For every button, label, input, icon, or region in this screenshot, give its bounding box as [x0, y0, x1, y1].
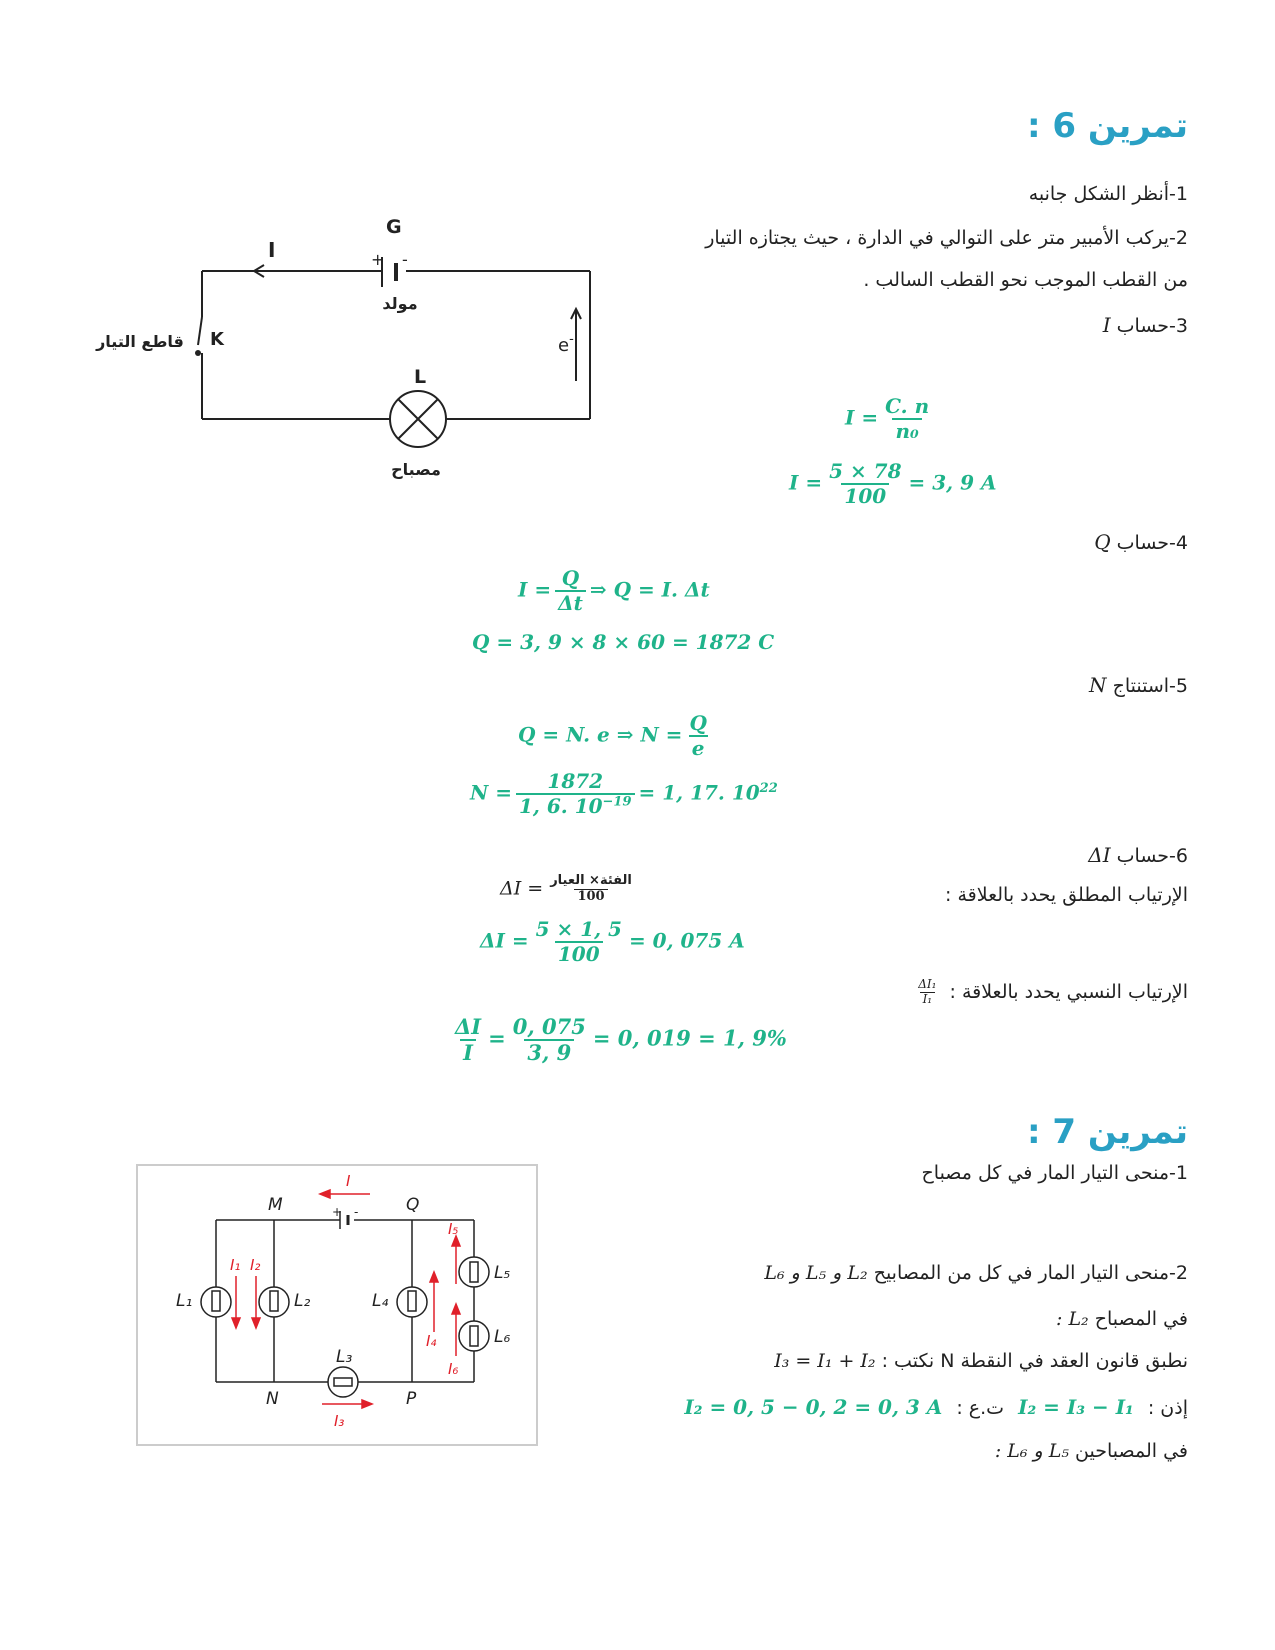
ex6-line-7-text: 6-حساب — [1116, 845, 1188, 867]
ex7-line-5-result: I₂ = 0, 5 − 0, 2 = 0, 3 A — [684, 1395, 943, 1419]
circuit1-plus-sign: + — [371, 250, 385, 269]
ex7-line-5-numeric-label: ت.ع : — [956, 1397, 1005, 1419]
circuit1-lamp-label: L — [414, 366, 427, 388]
ex6-line-6 — [1089, 673, 1188, 697]
ex6-line-6-var: N — [1089, 673, 1107, 697]
formula-electron-count-value: N = $\frac{1872}{1, 6. 10^{-19}}$ = 1, 17. $10^{22}$ — [470, 769, 778, 818]
circuit1-current-label: I — [268, 238, 276, 262]
circuit-diagram-2 — [136, 1164, 538, 1446]
lamp-L4-label: L₄ — [372, 1291, 389, 1311]
ex7-line-4-formula: I₃ = I₁ + I₂ — [774, 1350, 876, 1372]
ex6-line-2: 2-يركب الأمبير متر على التوالي في الدارة ، حيث يجتازه التيار — [705, 227, 1188, 249]
node-Q-label: Q — [406, 1195, 420, 1215]
current-I5-label: I₅ — [448, 1220, 459, 1238]
ex7-line-4 — [774, 1350, 1188, 1372]
ex6-line-4-text: 3-حساب — [1116, 315, 1188, 337]
current-I4-label: I₄ — [426, 1332, 437, 1350]
ex6-line-7 — [1088, 843, 1188, 867]
ex7-line-3-text: في المصباح — [1094, 1308, 1188, 1330]
ex7-line-2 — [764, 1262, 1188, 1284]
ex6-line-6-text: 5-استنتاج — [1112, 675, 1188, 697]
ex7-line-5-text: إذن : — [1147, 1397, 1188, 1419]
circuit1-switch-name: قاطع التيار — [96, 332, 184, 351]
circuit1-generator-label: G — [386, 216, 402, 238]
formula-absolute-uncertainty-def: ΔI = $\frac{\text{الفئة× العيار}}{100}$ — [500, 873, 632, 904]
ex6-line-7-var: ΔI — [1088, 843, 1111, 867]
formula-absolute-uncertainty-value: ΔI = $\frac{5 \times 1, 5}{100}$ = 0, 075 A — [480, 917, 745, 966]
ex6-line-1: 1-أنظر الشكل جانبه — [1028, 183, 1188, 205]
svg-text:-: - — [354, 1205, 359, 1219]
ex7-line-2-vars: L₂ و L₅ و L₆ — [764, 1262, 868, 1284]
formula-relative-uncertainty: $\frac{\Delta I}{I}$ = $\frac{0, 075}{3, 9}$ = 0, 019 = 1, 9% — [455, 1014, 787, 1066]
circuit1-minus-sign: - — [402, 250, 408, 269]
exercise-7-title: تمرين 7 : — [1026, 1112, 1188, 1152]
node-M-label: M — [268, 1195, 283, 1215]
ex6-line-5-text: 4-حساب — [1116, 532, 1188, 554]
circuit-diagram-1 — [80, 205, 620, 495]
ex6-line-8: الإرتياب المطلق يحدد بالعلاقة : — [945, 884, 1188, 906]
exercise-6-title: تمرين 6 : — [1026, 106, 1188, 146]
formula-current-def: I = $\frac{C. n}{\text{n₀}}$ — [845, 394, 930, 443]
lamp-L3-label: L₃ — [336, 1347, 353, 1367]
lamp-L5-label: L₅ — [494, 1263, 511, 1283]
current-I2-label: I₂ — [250, 1256, 261, 1274]
formula-current-value: I = $\frac{5 \times 78}{100}$ = 3, 9 A — [789, 459, 997, 508]
node-N-label: N — [266, 1389, 279, 1409]
ex7-line-6-text: في المصباحين — [1075, 1440, 1188, 1462]
ex7-line-2-text: 2-منحى التيار المار في كل من المصابيح — [873, 1262, 1188, 1284]
ex7-line-6-vars: L₅ و L₆ : — [994, 1440, 1069, 1462]
ex7-line-3 — [1056, 1308, 1188, 1330]
formula-charge-def: I = $\frac{Q}{\Delta t}$ ⇒ Q = I. Δt — [518, 566, 710, 615]
ex7-line-5 — [684, 1395, 1188, 1419]
ex6-line-5 — [1094, 530, 1188, 554]
formula-electron-count-def: Q = N. e ⇒ N = $\frac{Q}{e}$ — [518, 711, 707, 760]
lamp-L6-label: L₆ — [494, 1327, 511, 1347]
ex6-line-3: من القطب الموجب نحو القطب السالب . — [863, 269, 1188, 291]
ex6-line-9-text: الإرتياب النسبي يحدد بالعلاقة : — [949, 980, 1188, 1003]
ex7-line-4-text: نطبق قانون العقد في النقطة N نكتب : — [881, 1350, 1188, 1372]
lamp-L2-label: L₂ — [294, 1291, 311, 1311]
ex6-line-5-var: Q — [1094, 530, 1111, 554]
circuit1-switch-label: K — [210, 329, 224, 350]
ex6-line-4 — [1103, 313, 1188, 337]
circuit1-lamp-name: مصباح — [391, 460, 441, 479]
formula-charge-value: Q = 3, 9 × 8 × 60 = 1872 C — [472, 630, 775, 654]
ex6-line-9 — [911, 978, 1188, 1007]
ex7-line-6 — [995, 1440, 1188, 1462]
ex6-line-4-var: I — [1102, 313, 1111, 337]
ex7-line-3-var: L₂ : — [1055, 1308, 1089, 1330]
current-I-label: I — [346, 1172, 351, 1190]
ex6-line-9-fraction: $\frac{\text{ΔI₁}}{\text{I₁}}$ — [918, 977, 937, 1006]
ex7-line-5-formula: I₂ = I₃ − I₁ — [1018, 1395, 1134, 1419]
node-P-label: P — [406, 1389, 417, 1409]
circuit1-electron-label: e- — [558, 332, 574, 356]
circuit1-generator-name: مولد — [382, 294, 418, 313]
current-I1-label: I₁ — [230, 1256, 241, 1274]
svg-text:+: + — [332, 1205, 343, 1219]
ex7-line-1: 1-منحى التيار المار في كل مصباح — [921, 1162, 1188, 1184]
current-I6-label: I₆ — [448, 1360, 459, 1378]
current-I3-label: I₃ — [334, 1412, 345, 1430]
lamp-L1-label: L₁ — [176, 1291, 193, 1311]
